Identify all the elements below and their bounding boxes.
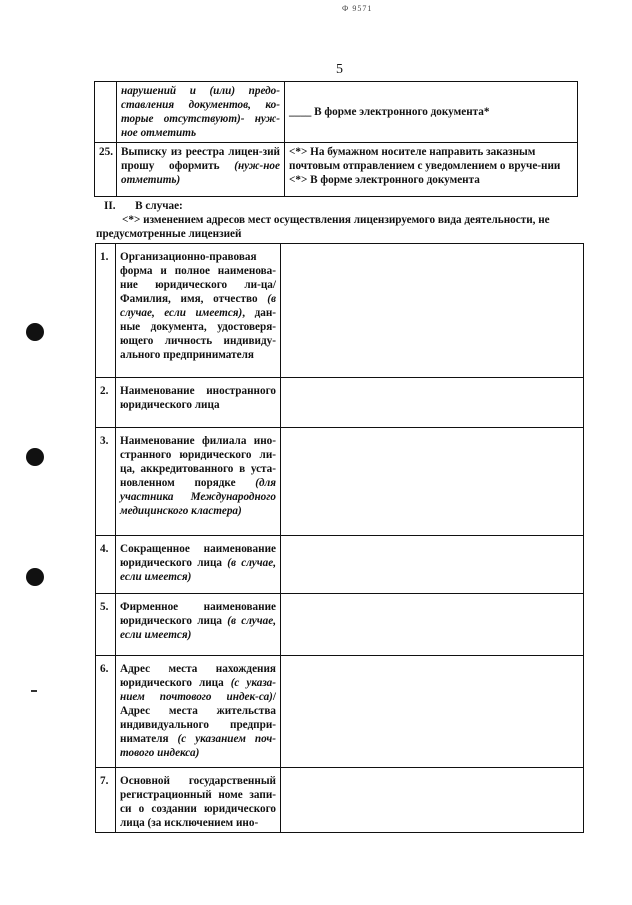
row-label: Основной государственный регистрационный номе запи-си о создании юридического лица (за исключением ино- bbox=[116, 768, 281, 833]
table-row bbox=[95, 143, 578, 197]
row-label: Наименование иностранного юридического лица bbox=[116, 378, 281, 428]
table-row bbox=[96, 768, 584, 833]
row-value[interactable] bbox=[281, 428, 584, 536]
table-row bbox=[96, 378, 584, 428]
main-table bbox=[95, 243, 584, 833]
row-value[interactable] bbox=[281, 244, 584, 378]
section-numeral: II. bbox=[104, 200, 116, 212]
row-value[interactable] bbox=[281, 536, 584, 594]
table-row bbox=[95, 82, 578, 143]
row-label: Организационно-правовая форма и полное наименова-ние юридического ли-ца/Фамилия, имя, отчество (в случае, если имеется), дан-ные документа, удостоверя-ющего личность индивиду-ального предпринимателя bbox=[116, 244, 281, 378]
punch-hole-1 bbox=[26, 323, 44, 341]
table-row bbox=[96, 536, 584, 594]
row-value[interactable]: <*> На бумажном носителе направить заказным почтовым отправлением с уведомлением о вруче-нии <*> В форме электронного документа bbox=[285, 143, 578, 197]
row-label: Адрес места нахождения юридического лица (с указа-нием почтового индек-са)/Адрес места жительства индивидуального предпри-нимателя (с указанием поч-тового индекса) bbox=[116, 656, 281, 768]
row-number: 2. bbox=[96, 378, 116, 428]
row-label: Выписку из реестра лицен-зий прошу оформить (нуж-ное отметить) bbox=[117, 143, 285, 197]
table-row bbox=[96, 594, 584, 656]
row-number: 6. bbox=[96, 656, 116, 768]
row-number: 25. bbox=[95, 143, 117, 197]
row-value[interactable] bbox=[281, 768, 584, 833]
row-number: 3. bbox=[96, 428, 116, 536]
row-label: Сокращенное наименование юридического лица (в случае, если имеется) bbox=[116, 536, 281, 594]
row-value[interactable] bbox=[281, 594, 584, 656]
row-number: 1. bbox=[96, 244, 116, 378]
row-label: Фирменное наименование юридического лица (в случае, если имеется) bbox=[116, 594, 281, 656]
row-value[interactable]: ____ В форме электронного документа* bbox=[285, 82, 578, 143]
section-description: <*> изменением адресов мест осуществления лицензируемого вида деятельности, не предусмотренные лицензией bbox=[96, 214, 550, 240]
row-value[interactable] bbox=[281, 378, 584, 428]
table-row bbox=[96, 428, 584, 536]
margin-mark bbox=[31, 690, 37, 692]
page-number: 5 bbox=[336, 62, 343, 77]
section-heading bbox=[96, 199, 584, 241]
punch-hole-3 bbox=[26, 568, 44, 586]
row-number: 7. bbox=[96, 768, 116, 833]
row-number: 4. bbox=[96, 536, 116, 594]
row-label: Наименование филиала ино-странного юридического ли-ца, аккредитованного в уста-новленном порядке (для участника Международного медицинского кластера) bbox=[116, 428, 281, 536]
row-number bbox=[95, 82, 117, 143]
row-label: нарушений и (или) предо-ставления документов, ко-торые отсутствуют)- нуж-ное отметить bbox=[117, 82, 285, 143]
table-row bbox=[96, 244, 584, 378]
row-number: 5. bbox=[96, 594, 116, 656]
section-title: В случае: bbox=[135, 200, 183, 212]
top-table bbox=[94, 81, 578, 197]
stamp-mark: Ф 9571 bbox=[342, 4, 373, 13]
row-value[interactable] bbox=[281, 656, 584, 768]
table-row bbox=[96, 656, 584, 768]
punch-hole-2 bbox=[26, 448, 44, 466]
